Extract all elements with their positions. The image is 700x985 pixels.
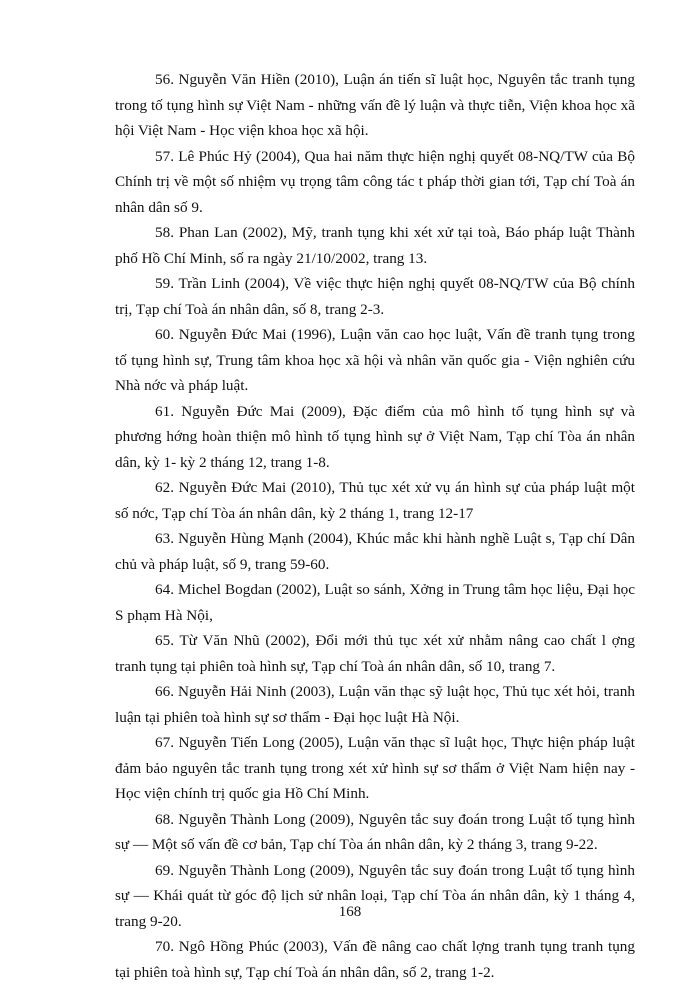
reference-item-61: 61. Nguyễn Đức Mai (2009), Đặc điểm của mô hình tố tụng hình sự và phương hớng hoàn thiện mô hình tố tụng hình sự ở Việt Nam, Tạp chí Tòa án nhân dân, kỳ 1- kỳ 2 tháng 12, trang 1-8. xyxy=(115,402,635,471)
reference-item-62: 62. Nguyễn Đức Mai (2010), Thủ tục xét xử vụ án hình sự của pháp luật một số nớc, Tạp chí Tòa án nhân dân, kỳ 2 tháng 1, trang 12-17 xyxy=(115,479,635,522)
reference-list xyxy=(115,67,635,985)
reference-item-57: 57. Lê Phúc Hỷ (2004), Qua hai năm thực hiện nghị quyết 08-NQ/TW của Bộ Chính trị về một số nhiệm vụ trọng tâm công tác t pháp thời gian tới, Tạp chí Toà án nhân dân số 9. xyxy=(115,147,635,216)
reference-item-64: 64. Michel Bogdan (2002), Luật so sánh, Xởng in Trung tâm học liệu, Đại học S phạm Hà Nội, xyxy=(115,581,635,624)
reference-item-59: 59. Trần Linh (2004), Về việc thực hiện nghị quyết 08-NQ/TW của Bộ chính trị, Tạp chí Toà án nhân dân, số 8, trang 2-3. xyxy=(115,275,635,318)
reference-item-69: 69. Nguyễn Thành Long (2009), Nguyên tắc suy đoán trong Luật tố tụng hình sự — Khái quát từ góc độ lịch sử nhân loại, Tạp chí Tòa án nhân dân, kỳ 1 tháng 4, trang 9-20. xyxy=(115,861,635,930)
reference-item-70: 70. Ngô Hồng Phúc (2003), Vấn đề nâng cao chất lợng tranh tụng tranh tụng tại phiên toà hình sự, Tạp chí Toà án nhân dân, số 2, trang 1-2. xyxy=(115,938,635,981)
reference-item-66: 66. Nguyễn Hải Ninh (2003), Luận văn thạc sỹ luật học, Thủ tục xét hỏi, tranh luận tại phiên toà hình sự sơ thẩm - Đại học luật Hà Nội. xyxy=(115,683,635,726)
reference-item-68: 68. Nguyễn Thành Long (2009), Nguyên tắc suy đoán trong Luật tố tụng hình sự — Một số vấn đề cơ bản, Tạp chí Tòa án nhân dân, kỳ 2 tháng 3, trang 9-22. xyxy=(115,810,635,853)
reference-item-63: 63. Nguyễn Hùng Mạnh (2004), Khúc mắc khi hành nghề Luật s, Tạp chí Dân chủ và pháp luật, số 9, trang 59-60. xyxy=(115,530,635,573)
reference-item-65: 65. Từ Văn Nhũ (2002), Đổi mới thủ tục xét xử nhằm nâng cao chất l ợng tranh tụng tại phiên toà hình sự, Tạp chí Toà án nhân dân, số 10, trang 7. xyxy=(115,632,635,675)
reference-item-58: 58. Phan Lan (2002), Mỹ, tranh tụng khi xét xử tại toà, Báo pháp luật Thành phố Hồ Chí Minh, số ra ngày 21/10/2002, trang 13. xyxy=(115,224,635,267)
reference-item-67: 67. Nguyễn Tiến Long (2005), Luận văn thạc sĩ luật học, Thực hiện pháp luật đảm bảo nguyên tắc tranh tụng trong xét xử hình sự sơ thẩm ở Việt Nam hiện nay - Học viện chính trị quốc gia Hồ Chí Minh. xyxy=(115,734,635,802)
page-number: 168 xyxy=(338,904,362,920)
reference-item-60: 60. Nguyễn Đức Mai (1996), Luận văn cao học luật, Vấn đề tranh tụng trong tố tụng hình sự, Trung tâm khoa học xã hội và nhân văn quốc gia - Viện nghiên cứu Nhà nớc và pháp luật. xyxy=(115,326,635,394)
reference-item-56: 56. Nguyễn Văn Hiền (2010), Luận án tiến sĩ luật học, Nguyên tắc tranh tụng trong tố tụng hình sự Việt Nam - những vấn đề lý luận và thực tiễn, Viện khoa học xã hội Việt Nam - Học viện khoa học xã hội. xyxy=(115,71,635,139)
